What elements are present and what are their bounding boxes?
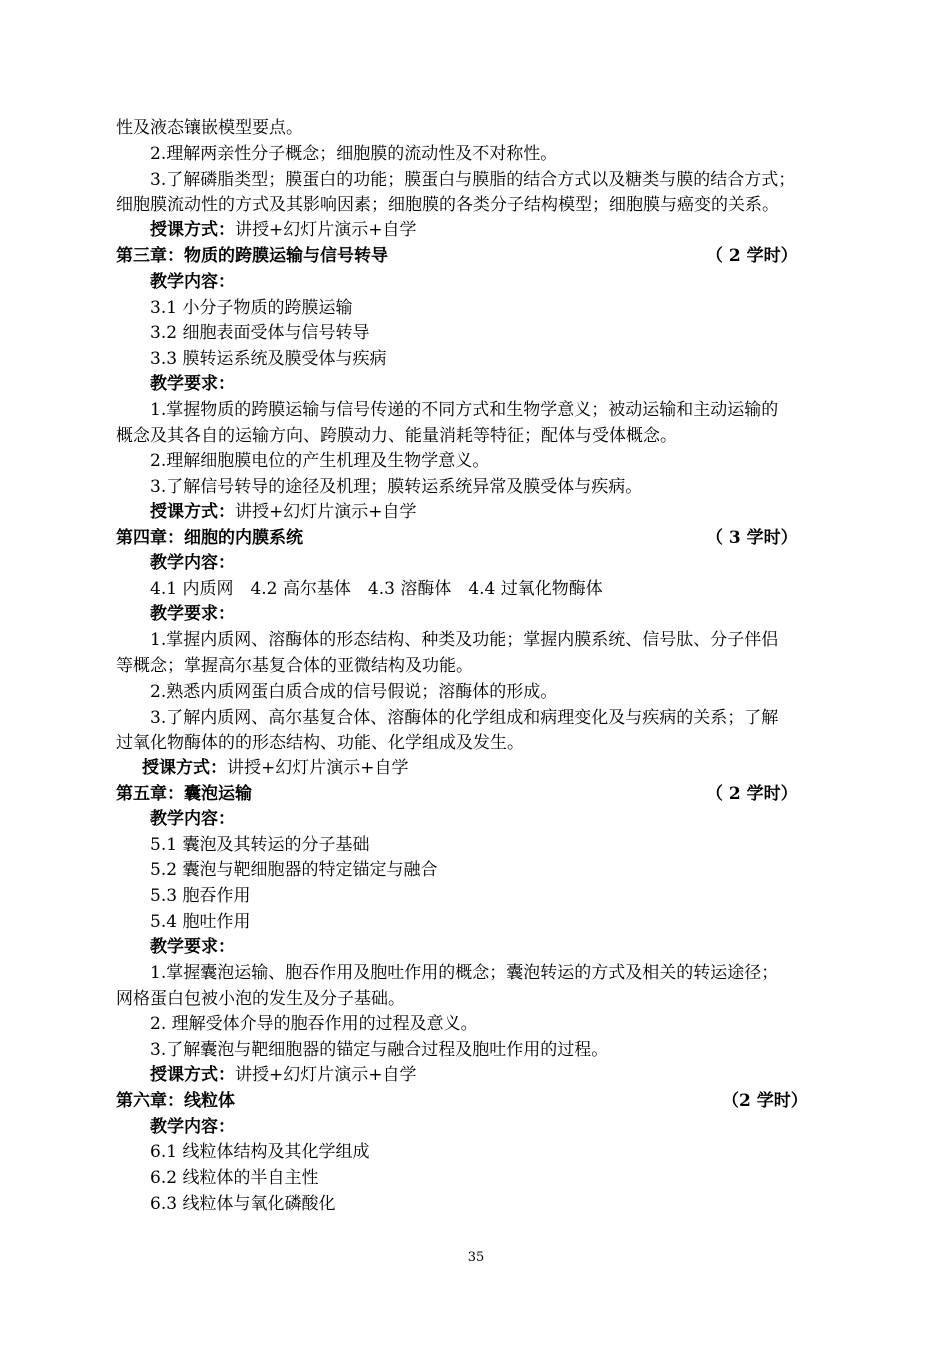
teaching-method: 授课方式：讲授+幻灯片演示+自学 — [150, 502, 417, 522]
chapter-4-hours: （ 3 学时） — [706, 528, 798, 548]
text-line: 3.了解信号转导的途径及机理；膜转运系统异常及膜受体与疾病。 — [150, 477, 643, 497]
section-heading: 教学内容： — [150, 809, 235, 829]
list-item: 5.3 胞吞作用 — [150, 886, 251, 906]
teaching-method: 授课方式：讲授+幻灯片演示+自学 — [150, 1065, 417, 1085]
list-item: 4.1 内质网 4.2 高尔基体 4.3 溶酶体 4.4 过氧化物酶体 — [150, 579, 603, 599]
list-item: 5.4 胞吐作用 — [150, 912, 251, 932]
section-heading: 教学内容： — [150, 553, 235, 573]
list-item: 6.3 线粒体与氧化磷酸化 — [150, 1194, 336, 1214]
chapter-5-hours: （ 2 学时） — [706, 784, 798, 804]
text-line: 2.理解两亲性分子概念；细胞膜的流动性及不对称性。 — [150, 144, 558, 164]
page-number: 35 — [467, 1250, 485, 1265]
list-item: 6.1 线粒体结构及其化学组成 — [150, 1142, 370, 1162]
list-item: 3.1 小分子物质的跨膜运输 — [150, 298, 353, 318]
text-line: 2.熟悉内质网蛋白质合成的信号假说；溶酶体的形成。 — [150, 682, 558, 702]
text-line: 3.了解磷脂类型；膜蛋白的功能；膜蛋白与膜脂的结合方式以及糖类与膜的结合方式； — [150, 170, 796, 190]
list-item: 5.1 囊泡及其转运的分子基础 — [150, 835, 370, 855]
text-line: 性及液态镶嵌模型要点。 — [116, 118, 303, 138]
text-line: 3.了解内质网、高尔基复合体、溶酶体的化学组成和病理变化及与疾病的关系；了解 — [150, 708, 779, 728]
section-heading: 教学内容： — [150, 1117, 235, 1137]
chapter-3-title: 第三章：物质的跨膜运输与信号转导 — [116, 246, 388, 266]
text-line: 网格蛋白包被小泡的发生及分子基础。 — [116, 989, 405, 1009]
text-line: 1.掌握囊泡运输、胞吞作用及胞吐作用的概念；囊泡转运的方式及相关的转运途径； — [150, 963, 779, 983]
chapter-3-hours: （ 2 学时） — [706, 246, 798, 266]
list-item: 6.2 线粒体的半自主性 — [150, 1168, 319, 1188]
list-item: 3.3 膜转运系统及膜受体与疾病 — [150, 349, 387, 369]
text-line: 3.了解囊泡与靶细胞器的锚定与融合过程及胞吐作用的过程。 — [150, 1040, 609, 1060]
text-line: 过氧化物酶体的的形态结构、功能、化学组成及发生。 — [116, 733, 524, 753]
chapter-6-hours: （2 学时） — [722, 1091, 808, 1111]
chapter-4-title: 第四章：细胞的内膜系统 — [116, 528, 303, 548]
list-item: 5.2 囊泡与靶细胞器的特定锚定与融合 — [150, 860, 438, 880]
chapter-6-title: 第六章：线粒体 — [116, 1091, 235, 1111]
teaching-method: 授课方式：讲授+幻灯片演示+自学 — [142, 758, 409, 778]
text-line: 等概念；掌握高尔基复合体的亚微结构及功能。 — [116, 656, 473, 676]
chapter-5-title: 第五章：囊泡运输 — [116, 784, 252, 804]
teaching-method: 授课方式：讲授+幻灯片演示+自学 — [150, 220, 417, 240]
text-line: 1.掌握内质网、溶酶体的形态结构、种类及功能；掌握内膜系统、信号肽、分子伴侣 — [150, 630, 779, 650]
section-heading: 教学要求： — [150, 374, 235, 394]
text-line: 细胞膜流动性的方式及其影响因素；细胞膜的各类分子结构模型；细胞膜与癌变的关系。 — [116, 195, 779, 215]
text-line: 概念及其各自的运输方向、跨膜动力、能量消耗等特征；配体与受体概念。 — [116, 426, 677, 446]
text-line: 2. 理解受体介导的胞吞作用的过程及意义。 — [150, 1014, 478, 1034]
text-line: 2.理解细胞膜电位的产生机理及生物学意义。 — [150, 451, 490, 471]
section-heading: 教学要求： — [150, 604, 235, 624]
list-item: 3.2 细胞表面受体与信号转导 — [150, 323, 370, 343]
section-heading: 教学内容： — [150, 272, 235, 292]
text-line: 1.掌握物质的跨膜运输与信号传递的不同方式和生物学意义；被动运输和主动运输的 — [150, 400, 779, 420]
section-heading: 教学要求： — [150, 937, 235, 957]
